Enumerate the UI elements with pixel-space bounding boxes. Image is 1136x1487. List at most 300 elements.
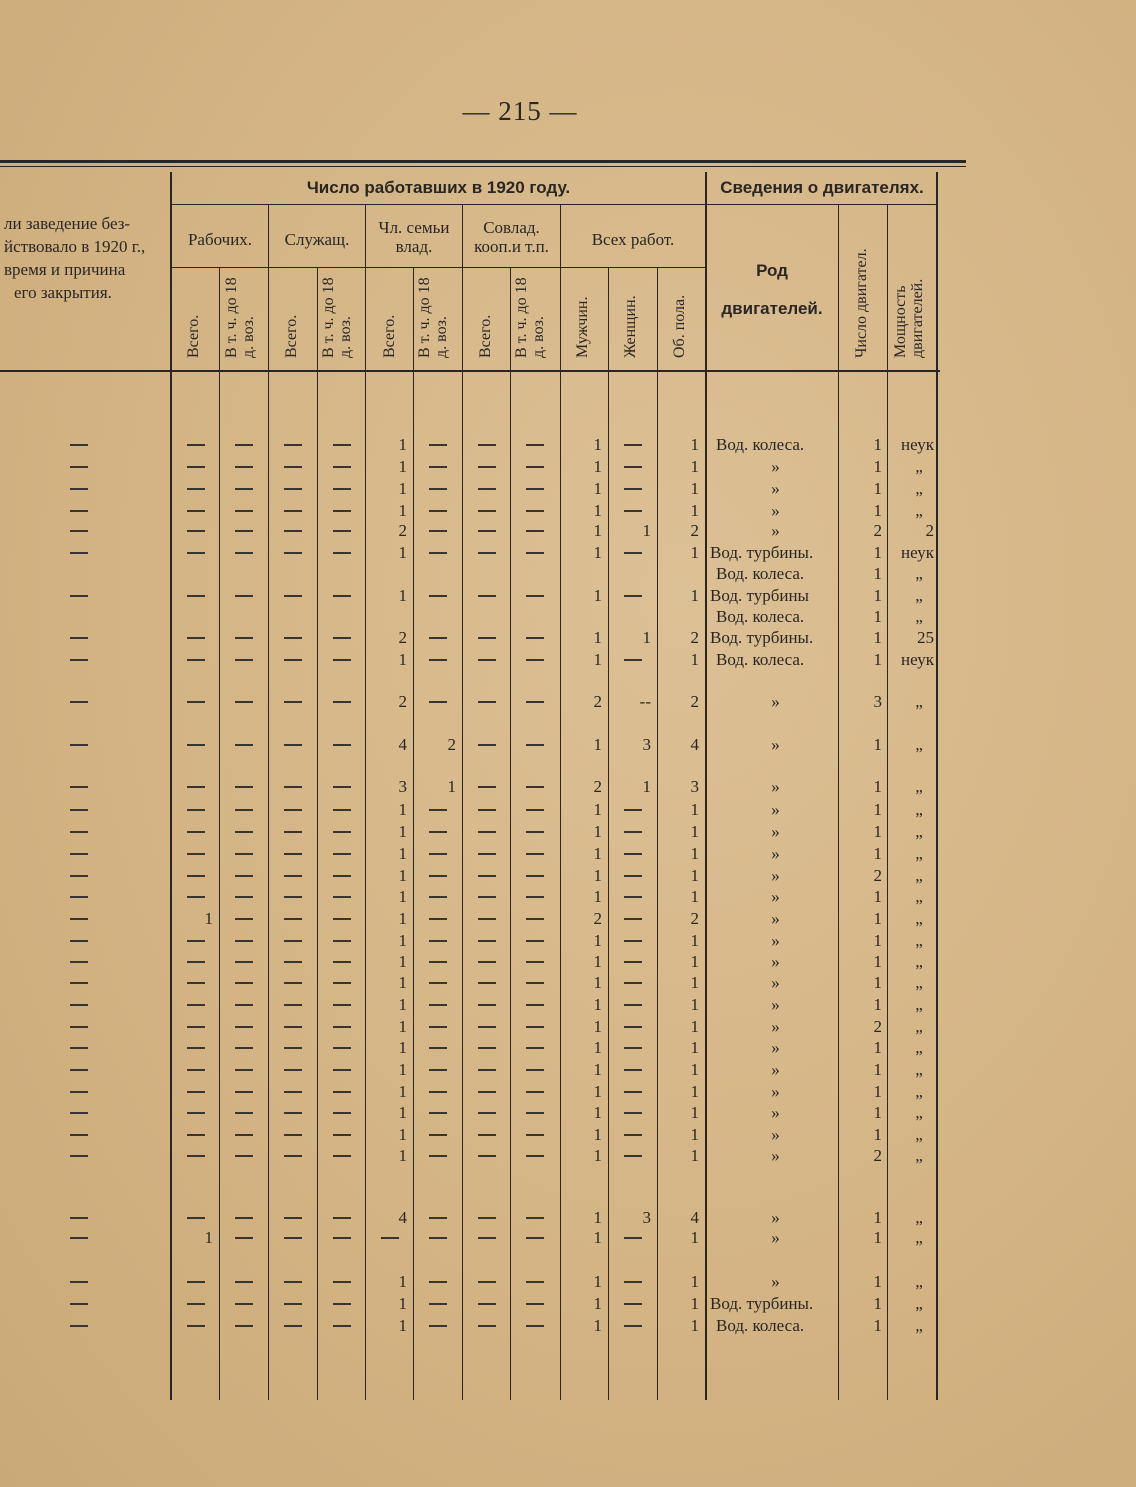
engine-power-cell: „ [915,501,923,520]
empty-dash [284,1134,302,1136]
family-total-cell: 2 [398,628,407,647]
empty-dash [333,530,351,532]
empty-dash [284,940,302,942]
engine-count-cell: 1 [873,909,882,928]
family-total-cell: 1 [398,866,407,885]
engine-count-cell: 1 [873,650,882,669]
empty-dash [333,1069,351,1071]
engine-power-cell: „ [915,564,923,583]
family-total-cell: 1 [398,1316,407,1335]
engine-type-cell: » [771,501,780,520]
engine-power-cell: неук [901,650,934,669]
empty-dash [187,1004,205,1006]
empty-dash [187,530,205,532]
women-dash [624,1134,642,1136]
engine-type-cell: Вод. колеса. [716,435,805,454]
engine-power-cell: „ [915,973,923,992]
empty-dash [526,809,544,811]
empty-dash [235,552,253,554]
both-sexes-cell: 1 [690,435,699,454]
empty-dash [429,1155,447,1157]
men-cell: 1 [593,844,602,863]
family-total-cell: 1 [398,1060,407,1079]
empty-dash [333,1026,351,1028]
col-all-header: Всех работ. [591,230,675,249]
engine-power-cell: „ [915,1125,923,1144]
engine-count-cell: 1 [873,628,882,647]
group-workers-title: Число работавших в 1920 году. [306,178,571,197]
engine-power-cell: неук [901,543,934,562]
empty-dash [333,488,351,490]
family-total-cell: 1 [398,800,407,819]
women-dash [624,659,642,661]
col-divider [462,205,463,1400]
empty-dash [187,1325,205,1327]
men-cell: 1 [593,1082,602,1101]
empty-dash [187,1217,205,1219]
women-dash [624,1281,642,1283]
women-dash [624,1303,642,1305]
women-dash [624,961,642,963]
empty-dash [429,1303,447,1305]
men-cell: 1 [593,1125,602,1144]
women-dash [624,510,642,512]
engine-count-cell: 1 [873,1208,882,1227]
page-number: — 215 — [462,96,578,126]
empty-dash [333,444,351,446]
engine-count-header: Число двигател. [853,248,870,358]
empty-dash [284,1112,302,1114]
empty-dash [187,552,205,554]
family-total-cell: 1 [398,1103,407,1122]
empty-dash [333,831,351,833]
empty-dash [478,1004,496,1006]
engine-count-cell: 1 [873,457,882,476]
engine-type-cell: » [771,777,780,796]
both-sexes-cell: 2 [690,628,699,647]
empty-dash [284,1237,302,1239]
engine-power-cell: „ [915,822,923,841]
women-dash [624,1047,642,1049]
empty-dash [478,1112,496,1114]
empty-dash [187,1303,205,1305]
empty-dash [333,896,351,898]
empty-dash [333,510,351,512]
engine-type-cell: » [771,844,780,863]
empty-dash [333,744,351,746]
empty-dash [429,637,447,639]
engine-power-cell: „ [915,800,923,819]
empty-dash [429,552,447,554]
family-total-cell: 4 [398,735,407,754]
engine-count-cell: 2 [873,521,882,540]
empty-dash [235,530,253,532]
sub-men-header: Мужчин. [574,296,591,358]
engine-power-cell: „ [915,1228,923,1247]
women-cell: 1 [642,777,651,796]
empty-dash [187,488,205,490]
engine-type-cell: Вод. колеса. [716,1316,805,1335]
engine-type-cell: » [771,521,780,540]
empty-dash [478,1237,496,1239]
family-total-cell: 2 [398,692,407,711]
both-sexes-cell: 1 [690,1316,699,1335]
empty-dash [429,530,447,532]
empty-dash [429,1217,447,1219]
engine-type-cell: » [771,479,780,498]
empty-dash [429,1281,447,1283]
men-cell: 1 [593,1146,602,1165]
closure-dash [70,444,88,446]
sub-women-header: Женщин. [622,295,639,358]
empty-dash [429,940,447,942]
empty-dash [235,1047,253,1049]
empty-dash [429,1069,447,1071]
engine-count-cell: 1 [873,1228,882,1247]
empty-dash [284,853,302,855]
empty-dash [235,786,253,788]
closure-dash [70,1069,88,1071]
engine-count-cell: 1 [873,1125,882,1144]
engine-type-cell: » [771,973,780,992]
empty-dash [429,701,447,703]
empty-dash [333,853,351,855]
empty-dash [235,1112,253,1114]
empty-dash [333,961,351,963]
empty-dash [187,744,205,746]
engine-type-cell: » [771,1103,780,1122]
empty-dash [284,1047,302,1049]
women-dash [624,853,642,855]
men-cell: 1 [593,887,602,906]
closure-dash [70,1303,88,1305]
both-sexes-cell: 1 [690,586,699,605]
empty-dash [526,853,544,855]
engine-power-cell: „ [915,866,923,885]
sub-total-header: Всего. [185,314,202,358]
empty-dash [526,444,544,446]
empty-dash [429,1026,447,1028]
men-cell: 1 [593,479,602,498]
empty-dash [478,1134,496,1136]
closure-dash [70,786,88,788]
engine-type-cell: » [771,800,780,819]
empty-dash [478,831,496,833]
engine-power-cell: „ [915,995,923,1014]
col-divider-engines [705,172,707,1400]
engine-power-cell: „ [915,887,923,906]
empty-dash [429,809,447,811]
family-total-cell: 1 [398,1038,407,1057]
empty-dash [187,1026,205,1028]
engine-power-cell: „ [915,479,923,498]
women-dash [624,831,642,833]
women-dash [624,1091,642,1093]
empty-dash [235,659,253,661]
empty-dash [333,595,351,597]
engine-type-cell: » [771,995,780,1014]
engine-power-cell: „ [915,909,923,928]
empty-dash [526,659,544,661]
empty-dash [333,809,351,811]
women-cell: 1 [642,628,651,647]
sub-total-header: Всего. [477,314,494,358]
engine-power-cell: „ [915,1103,923,1122]
empty-dash [429,444,447,446]
empty-dash [478,961,496,963]
empty-dash [235,875,253,877]
both-sexes-cell: 1 [690,457,699,476]
col-employees-header: Служащ. [284,230,350,249]
family-total-cell: 1 [398,909,407,928]
col-divider-left [170,172,172,1400]
group-rule [171,204,938,205]
family-total-cell: 1 [398,457,407,476]
empty-dash [526,1112,544,1114]
men-cell: 1 [593,973,602,992]
col-coowners-header: Совлад. кооп.и т.п. [474,218,549,256]
top-rule-2 [0,166,966,167]
engine-type-cell: » [771,887,780,906]
closure-dash [70,831,88,833]
women-dash [624,1325,642,1327]
empty-dash [187,1112,205,1114]
engine-type-cell: » [771,1125,780,1144]
empty-dash [333,466,351,468]
empty-dash [429,831,447,833]
both-sexes-cell: 1 [690,887,699,906]
empty-dash [235,701,253,703]
empty-dash [284,1004,302,1006]
empty-dash [526,595,544,597]
sub-minors-header [223,272,257,358]
engine-power-text: Мощность двигателей. [892,278,926,358]
empty-dash [333,552,351,554]
women-dash [624,488,642,490]
empty-dash [284,1303,302,1305]
empty-dash [187,595,205,597]
closure-dash [70,918,88,920]
women-dash [624,595,642,597]
closure-dash [70,1237,88,1239]
family-total-cell: 1 [398,1017,407,1036]
women-dash [624,1155,642,1157]
both-sexes-cell: 1 [690,543,699,562]
engine-count-cell: 1 [873,973,882,992]
empty-dash [429,896,447,898]
family-total-cell: 1 [398,1146,407,1165]
both-sexes-cell: 1 [690,822,699,841]
sub-total-header: Всего. [381,314,398,358]
empty-dash [284,444,302,446]
engine-power-cell: „ [915,931,923,950]
empty-dash [187,1155,205,1157]
men-cell: 1 [593,1017,602,1036]
closure-note-line: его закрытия. [14,283,112,302]
women-dash [624,809,642,811]
both-sexes-cell: 1 [690,866,699,885]
empty-dash [429,595,447,597]
engine-count-cell: 1 [873,479,882,498]
empty-dash [284,809,302,811]
engine-power-cell: „ [915,1316,923,1335]
col-divider [887,205,888,1400]
closure-dash [70,701,88,703]
empty-dash [235,1155,253,1157]
both-sexes-cell: 1 [690,931,699,950]
empty-dash [187,637,205,639]
closure-dash [70,1217,88,1219]
engine-count-cell: 3 [873,692,882,711]
engine-type-cell: » [771,1060,780,1079]
men-cell: 1 [593,1038,602,1057]
empty-dash [333,1237,351,1239]
empty-dash [333,1325,351,1327]
both-sexes-cell: 1 [690,1060,699,1079]
engine-power-cell: „ [915,1017,923,1036]
empty-dash [478,1325,496,1327]
women-cell: -- [639,692,651,711]
engine-type-cell: » [771,909,780,928]
engine-count-cell: 1 [873,1272,882,1291]
engine-power-cell: 25 [917,628,934,647]
closure-dash [70,552,88,554]
men-cell: 1 [593,952,602,971]
sub-minors-text: В т. ч. до 18 д. воз. [416,277,450,358]
empty-dash [235,982,253,984]
both-sexes-cell: 1 [690,995,699,1014]
empty-dash [478,1091,496,1093]
men-cell: 1 [593,1272,602,1291]
col-workers-header: Рабочих. [187,230,253,249]
men-cell: 1 [593,501,602,520]
closure-dash [70,1325,88,1327]
empty-dash [187,1069,205,1071]
engine-count-cell: 1 [873,1316,882,1335]
empty-dash [478,1026,496,1028]
men-cell: 1 [593,586,602,605]
empty-dash [284,530,302,532]
empty-dash [526,940,544,942]
engine-power-cell: „ [915,1272,923,1291]
both-sexes-cell: 1 [690,1017,699,1036]
engine-type-cell: » [771,1017,780,1036]
empty-dash [235,1069,253,1071]
col-divider [268,205,269,1400]
empty-dash [478,809,496,811]
engine-type-cell: » [771,952,780,971]
empty-dash [333,982,351,984]
women-dash [624,918,642,920]
engine-power-cell: „ [915,735,923,754]
empty-dash [333,1303,351,1305]
family-total-cell: 4 [398,1208,407,1227]
empty-dash [526,875,544,877]
both-sexes-cell: 1 [690,1038,699,1057]
closure-dash [70,853,88,855]
engine-power-cell: „ [915,692,923,711]
empty-dash [429,1047,447,1049]
empty-dash [333,918,351,920]
empty-dash [187,831,205,833]
both-sexes-cell: 1 [690,1103,699,1122]
both-sexes-cell: 2 [690,909,699,928]
empty-dash [526,530,544,532]
engine-type-header: Род двигателей. [721,261,823,318]
empty-dash [526,1134,544,1136]
empty-dash [429,853,447,855]
engine-power-cell: „ [915,457,923,476]
closure-note-line: йствовало в 1920 г., [4,237,146,256]
engine-count-cell: 1 [873,777,882,796]
men-cell: 1 [593,822,602,841]
empty-dash [478,786,496,788]
empty-dash [187,875,205,877]
both-sexes-cell: 4 [690,735,699,754]
empty-dash [333,1281,351,1283]
women-dash [624,896,642,898]
empty-dash [187,701,205,703]
empty-dash [381,1237,399,1239]
engine-power-cell: неук [901,435,934,454]
family-total-cell: 1 [398,1082,407,1101]
empty-dash [526,982,544,984]
col-divider [413,268,414,1400]
engine-power-cell: „ [915,1294,923,1313]
closure-dash [70,1281,88,1283]
empty-dash [284,1091,302,1093]
closure-dash [70,896,88,898]
closure-dash [70,1004,88,1006]
empty-dash [235,831,253,833]
empty-dash [478,488,496,490]
closure-dash [70,809,88,811]
men-cell: 1 [593,650,602,669]
empty-dash [284,1325,302,1327]
family-total-cell: 1 [398,650,407,669]
men-cell: 1 [593,435,602,454]
empty-dash [429,488,447,490]
family-total-cell: 2 [398,521,407,540]
men-cell: 1 [593,1316,602,1335]
empty-dash [235,466,253,468]
both-sexes-cell: 1 [690,501,699,520]
women-dash [624,1069,642,1071]
closure-dash [70,1155,88,1157]
empty-dash [526,466,544,468]
empty-dash [235,1026,253,1028]
header-bottom-rule [0,370,940,372]
empty-dash [235,595,253,597]
empty-dash [526,918,544,920]
empty-dash [333,1134,351,1136]
empty-dash [526,1281,544,1283]
family-total-cell: 1 [398,1294,407,1313]
empty-dash [429,1237,447,1239]
engine-count-cell: 1 [873,735,882,754]
empty-dash [235,510,253,512]
engine-power-cell: „ [915,1082,923,1101]
engine-power-cell: „ [915,1146,923,1165]
empty-dash [235,1281,253,1283]
empty-dash [284,1069,302,1071]
engine-count-cell: 1 [873,1294,882,1313]
engine-count-cell: 1 [873,586,882,605]
closure-note-line: ли заведение без- [4,214,131,233]
empty-dash [526,786,544,788]
top-rule [0,160,966,163]
empty-dash [429,1004,447,1006]
